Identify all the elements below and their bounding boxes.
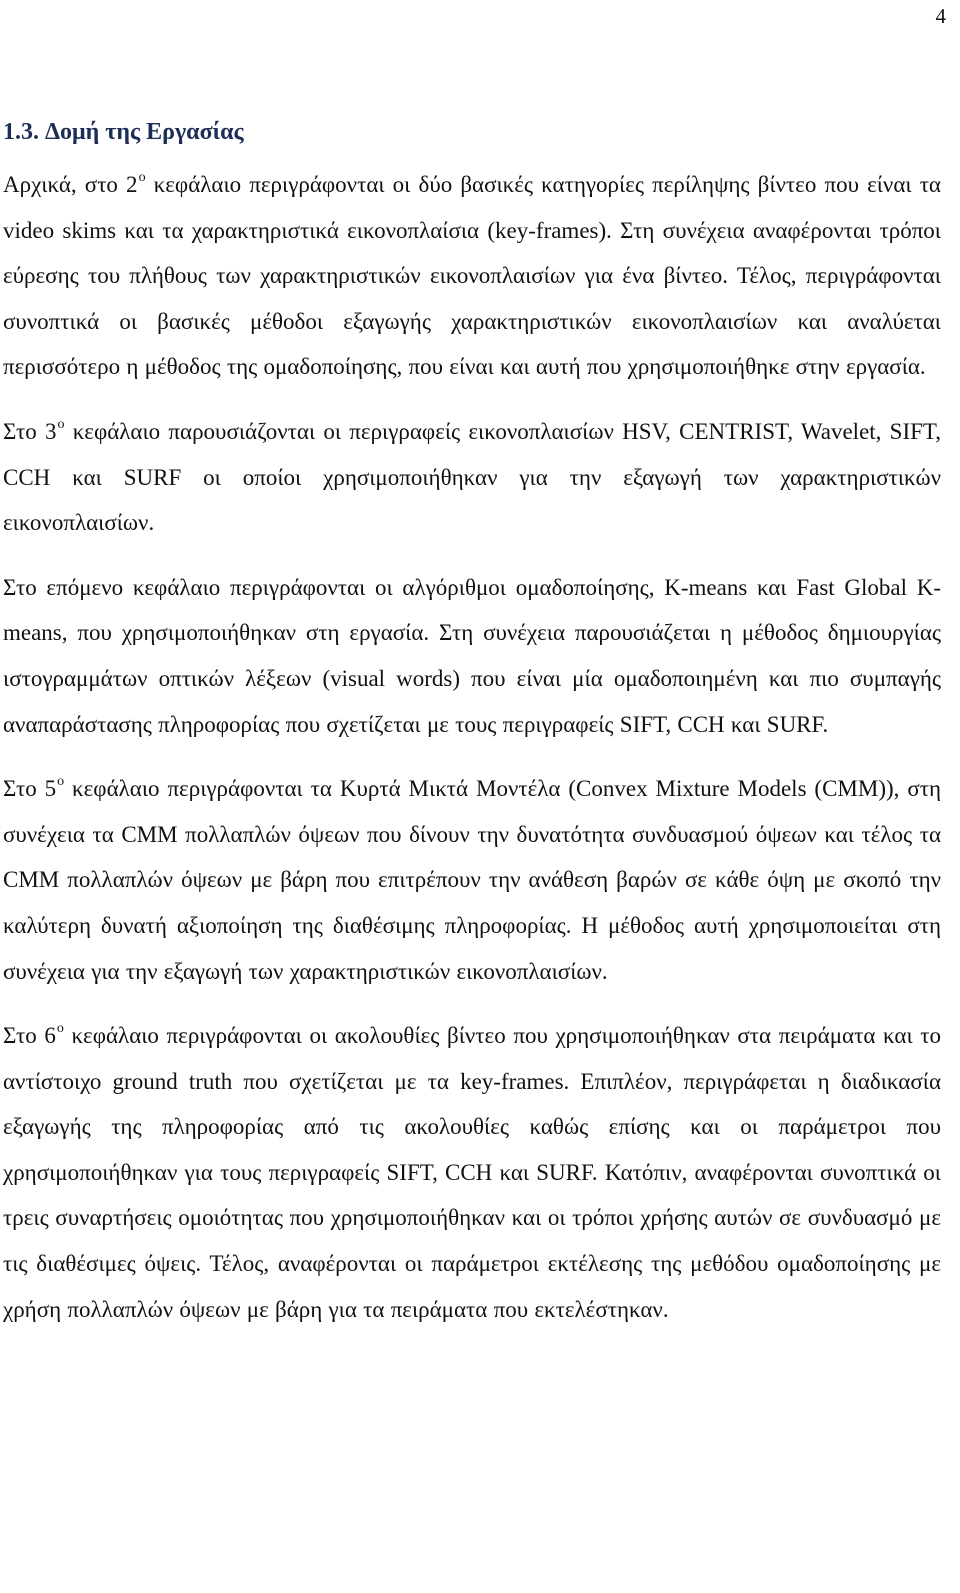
section-number: 1.3. [3, 119, 39, 145]
ordinal-superscript: ο [138, 170, 146, 185]
paragraph-chapter-5 [3, 766, 941, 994]
page-number: 4 [935, 4, 946, 28]
paragraph-chapter-2 [3, 162, 941, 390]
paragraph-text-rest: κεφάλαιο περιγράφονται οι δύο βασικές κατηγορίες περίληψης βίντεο που είναι τα video skims και τα χαρακτηριστικά εικονοπλαίσια (key-frames). Στη συνέχεια αναφέρονται τρόποι εύρεσης του πλήθους των χαρακτηριστικών εικονοπλαισίων για ένα βίντεο. Τέλος, περιγράφονται συνοπτικά οι βασικές μέθοδοι εξαγωγής χαρακτηριστικών εικονοπλαισίων και αναλύεται περισσότερο η μέθοδος της ομαδοποίησης, που είναι και αυτή που χρησιμοποιήθηκε στην εργασία. [3, 172, 941, 380]
paragraph-text-rest: κεφάλαιο περιγράφονται τα Κυρτά Μικτά Μοντέλα (Convex Mixture Models (CMM)), στη συνέχεια τα CMM πολλαπλών όψεων που δίνουν την δυνατότητα συνδυασμού όψεων και τέλος τα CMM πολλαπλών όψεων με βάρη που επιτρέπουν την ανάθεση βαρών σε κάθε όψη με σκοπό την καλύτερη δυνατή αξιοποίηση της διαθέσιμης πληροφορίας. Η μέθοδος αυτή χρησιμοποιείται στη συνέχεια για την εξαγωγή των χαρακτηριστικών εικονοπλαισίων. [3, 776, 941, 984]
ordinal-superscript: ο [57, 774, 65, 790]
paragraph-text-rest: κεφάλαιο παρουσιάζονται οι περιγραφείς εικονοπλαισίων HSV, CENTRIST, Wavelet, SIFT, CCH και SURF οι οποίοι χρησιμοποιήθηκαν για την εξαγωγή των χαρακτηριστικών εικονοπλαισίων. [3, 418, 941, 536]
ordinal-superscript: ο [56, 1021, 64, 1037]
section-heading [3, 112, 941, 152]
paragraph-text: Στο επόμενο κεφάλαιο περιγράφονται οι αλγόριθμοι ομαδοποίησης, K-means και Fast Global K-means, που χρησιμοποιήθηκαν στη εργασία. Στη συνέχεια παρουσιάζεται η μέθοδος δημιουργίας ιστογραμμάτων οπτικών λέξεων (visual words) που είναι μία ομαδοποιημένη και πιο συμπαγής αναπαράστασης πληροφορίας που σχετίζεται με τους περιγραφείς SIFT, CCH και SURF. [3, 574, 941, 737]
paragraph-text-start: Στο 6 [3, 1023, 56, 1049]
ordinal-superscript: ο [57, 416, 65, 432]
paragraph-text-start: Στο 3 [3, 418, 57, 444]
paragraph-text-rest: κεφάλαιο περιγράφονται οι ακολουθίες βίντεο που χρησιμοποιήθηκαν στα πειράματα και το αντίστοιχο ground truth που σχετίζεται με τα key-frames. Επιπλέον, περιγράφεται η διαδικασία εξαγωγής της πληροφορίας από τις ακολουθίες καθώς επίσης και οι παράμετροι που χρησιμοποιήθηκαν για τους περιγραφείς SIFT, CCH και SURF. Κατόπιν, αναφέρονται συνοπτικά οι τρεις συναρτήσεις ομοιότητας που χρησιμοποιήθηκαν και οι τρόποι χρήσης αυτών σε συνδυασμό με τις διαθέσιμες όψεις. Τέλος, αναφέρονται οι παράμετροι εκτέλεσης της μεθόδου ομαδοποίησης με χρήση πολλαπλών όψεων με βάρη για τα πειράματα που εκτελέστηκαν. [3, 1023, 941, 1322]
paragraph-chapter-4 [3, 565, 941, 747]
paragraph-text-start: Στο 5 [3, 776, 57, 802]
section-title: Δομή της Εργασίας [45, 119, 244, 145]
paragraph-chapter-6 [3, 1013, 941, 1332]
paragraph-chapter-3 [3, 409, 941, 546]
paragraph-text-start: Αρχικά, στο 2 [3, 172, 138, 197]
document-body [3, 112, 941, 1351]
